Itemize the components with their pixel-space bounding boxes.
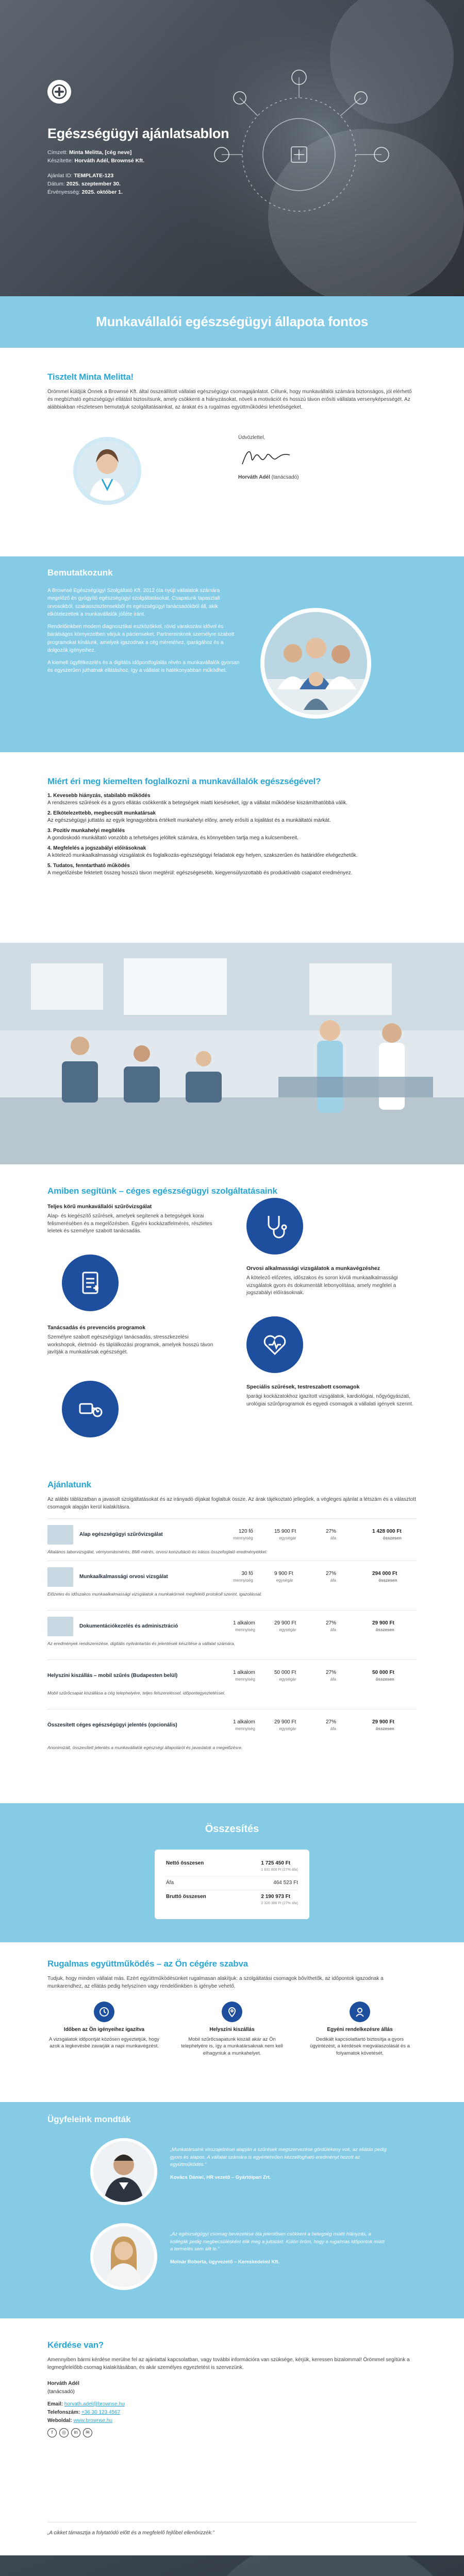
row-name: Helyszíni kiszállás – mobil szűrés (Budapesten belül) <box>47 1672 178 1679</box>
summary-section <box>0 1803 464 1942</box>
services-heading: Amiben segítünk – céges egészségügyi szolgáltatásaink <box>47 1186 277 1196</box>
row-name: Összesített céges egészségügyi jelentés (opcionális) <box>47 1722 177 1728</box>
service-item <box>47 1324 218 1357</box>
why-item: 1. Kevesebb hiányzás, stabilabb működés A rendszeres szűrések és a gyors ellátás csökkentik a betegségek miatti kieséseket, így a vállalat működése kiszámíthatóbbá válik. <box>47 792 347 806</box>
flex-title: Egyéni rendelkezésre állás <box>327 2027 393 2032</box>
row-vat: 27% áfa <box>326 1719 337 1732</box>
questions-text: Amennyiben bármi kérdése merülne fel az ajánlattal kapcsolatban, vagy további információra van szüksége, kérjük, keressen bizalommal! Örömmel segítünk a legmegfelelőbb csomag kialakításában, és akár személyes egyeztetést is szervezünk. <box>47 2357 410 2370</box>
phone-link[interactable]: +36 30 123 4567 <box>81 2409 121 2415</box>
why-section <box>47 775 417 880</box>
email-icon[interactable]: ✉ <box>83 2428 92 2437</box>
signer-line: Horváth Adél (tanácsadó) <box>238 474 299 480</box>
row-name: Alap egészségügyi szűrővizsgálat <box>79 1531 163 1537</box>
service-text: Alap- és kiegészítő szűrések, amelyek segítenek a betegségek korai felismerésében és a megelőzésben. Egyéni kockázatfelmérés, részletes leletek és személyre szabott tanácsadás. <box>47 1213 212 1234</box>
team-photo <box>260 608 371 719</box>
summary-line: Nettó összesen 1 725 450 Ft 1 831 800 Ft (27% áfa) <box>166 1857 298 1876</box>
location-pin-icon <box>222 2002 242 2022</box>
closing-quote: „A cikket támasztja a folytatódó előtt és a megfelelő fejlőbel ellenőrizzék.” <box>47 2530 214 2536</box>
contact-role: (tanácsadó) <box>47 2388 75 2395</box>
signature-image <box>238 445 295 470</box>
stethoscope-icon <box>246 1198 303 1255</box>
row-total: 50 000 Ft összesen <box>372 1669 394 1682</box>
flex-title: Időben az Ön igényeihez igazítva <box>63 2027 145 2032</box>
row-note: Előzetes és időszakos munkaalkalmassági vizsgálatok a munkakörnek megfelelő protokoll szerint, igazolással. <box>47 1591 262 1597</box>
why-list <box>47 792 417 877</box>
row-qty: 1 alkalom mennyiség <box>233 1719 255 1732</box>
row-price: 15 900 Ft egységár <box>274 1528 296 1541</box>
testimonials-heading: Ügyfeleink mondták <box>47 2114 131 2124</box>
support-person-icon <box>350 2002 370 2022</box>
flex-item <box>175 2002 289 2057</box>
questions-heading: Kérdése van? <box>47 2340 104 2350</box>
about-paragraph: Rendelőinkben modern diagnosztikai eszközökkel, rövid várakozási idővel és barátságos környezetben várjuk a pácienseket. Partnereinknek személyre szabott programokat kínálunk, amelyek igazodnak a cég méretéhez, iparágához és a dolgozók igényeihez. <box>47 623 235 654</box>
service-text: Iparági kockázatokhoz igazított vizsgálatok, kardiológiai, nőgyógyászati, urológiai szűrőprogramok és egyedi csomagok a vállalati igények szerint. <box>246 1394 413 1407</box>
summary-heading: Összesítés <box>205 1823 259 1835</box>
hero-illustration <box>144 0 464 296</box>
website-link[interactable]: www.brownse.hu <box>73 2417 112 2424</box>
hero-section <box>0 0 464 296</box>
social-links <box>47 2428 417 2437</box>
flex-title: Helyszíni kiszállás <box>209 2027 255 2032</box>
service-thumbnail <box>47 1525 73 1545</box>
table-row <box>47 1659 417 1709</box>
flexibility-section <box>47 1958 417 1990</box>
service-title: Teljes körű munkavállalói szűrővizsgálat <box>47 1204 152 1210</box>
row-total: 29 900 Ft összesen <box>372 1620 394 1633</box>
row-total: 1 428 000 Ft összesen <box>372 1528 402 1541</box>
row-total: 294 000 Ft összesen <box>372 1570 397 1583</box>
about-heading: Bemutatkozunk <box>47 568 113 578</box>
testimonial-quote: „Munkatársaink visszajelzései alapján a szűrések megszervezése gördülékeny volt, az ellátás pedig gyors és alapos. A vállalat számára is egyértelműen kézzelfogható eredményt hozott az együttműködés.” Kovács Dániel, HR vezető – Gyártóipari Zrt. <box>170 2147 387 2181</box>
headline: Munkavállalói egészségügyi állapota fontos <box>96 314 368 330</box>
why-item: 3. Pozitív munkahelyi megítélés A gondoskodó munkáltató vonzóbb a tehetséges jelöltek számára, és könnyebben tartja meg a kulcsembereit. <box>47 827 299 841</box>
row-price: 29 900 Ft egységár <box>274 1719 296 1732</box>
table-row <box>47 1709 417 1766</box>
letter-body: Örömmel küldjük Önnek a Brownsé Kft. által összeállított vállalati egészségügyi csomagajánlatot. Célunk, hogy munkavállalói számára biztonságos, jól elérhető és megbízható egészségügyi ellátást biztosítsunk, amely csökkenti a hiányzásokat, növeli a motivációt és hosszú távon erősíti vállalata versenyképességét. Az alábbiakban részletesen bemutatjuk szolgáltatásainkat, az árakat és a rugalmas együttműködési lehetőségeket. <box>47 388 412 410</box>
row-qty: 1 alkalom mennyiség <box>233 1669 255 1682</box>
headline-band <box>0 296 464 348</box>
row-qty: 120 fő mennyiség <box>233 1528 253 1541</box>
testimonials-section <box>0 2102 464 2318</box>
linkedin-icon[interactable]: in <box>71 2428 80 2437</box>
clinic-photo <box>0 943 464 1164</box>
flex-text: A vizsgálatok időpontját közösen egyeztetjük, hogy azok a legkevésbé zavarják a napi munkavégzést. <box>49 2036 159 2049</box>
why-item: 5. Tudatos, fenntartható működés A megelőzésbe fektetett összeg hosszú távon megtérül: egészségesebb, kiegyensúlyozottabb és produktívabb csapatot eredményez. <box>47 862 353 876</box>
table-row <box>47 1518 417 1561</box>
flexibility-intro: Tudjuk, hogy minden vállalat más. Ezért együttműködésünket rugalmasan alakítjuk: a szolgáltatási csomagok bővíthetők, az időpontok igazodnak a munkarendhez, az ellátás pedig helyszínen vagy rendelőinkben is igénybe vehető. <box>47 1975 384 1989</box>
contact-block: Horváth Adél (tanácsadó) Email: horvath.adel@brownse.hu Telefonszám: +36 30 123 4567 Weboldal: www.brownse.hu f ◎ in ✉ <box>47 2380 417 2437</box>
testimonial-avatar <box>90 2223 157 2290</box>
flex-item <box>47 2002 161 2050</box>
row-note: Általános laborvizsgálat, vérnyomásmérés, BMI-mérés, orvosi konzultáció és írásos összefoglaló eredményekkel. <box>47 1549 268 1554</box>
row-note: Mobil szűrőcsapat kiszállása a cég telephelyére, teljes felszereléssel, időpontegyeztetéssel. <box>47 1690 225 1696</box>
blood-pressure-icon <box>62 1381 119 1437</box>
row-vat: 27% áfa <box>326 1669 337 1682</box>
row-vat: 27% áfa <box>326 1620 337 1633</box>
testimonial-quote: „Az egészségügyi csomag bevezetése óta jelentősen csökkent a betegség miatti hiányzás, a kollégák pedig megbecsülésként élik meg a juttatást. Külön öröm, hogy a rugalmas időpontok miatt a termelés sem állt le.” Molnár Roberta, ügyvezető – Kereskedelmi Kft. <box>170 2231 385 2265</box>
service-title: Orvosi alkalmassági vizsgálatok a munkavégzéshez <box>246 1265 380 1272</box>
row-qty: 30 fő mennyiség <box>233 1570 253 1583</box>
questions-section <box>47 2339 417 2437</box>
flex-text: Mobil szűrőcsapatunk kiszáll akár az Ön telephelyére is, így a munkatársaknak nem kell elhagyniuk a munkahelyet. <box>181 2036 283 2057</box>
service-title: Speciális szűrések, testreszabott csomagok <box>246 1384 360 1390</box>
email-link[interactable]: horvath.adel@brownse.hu <box>64 2401 125 2407</box>
letter-closing: Üdvözlettel, <box>238 435 266 440</box>
service-text: Személyre szabott egészségügyi tanácsadás, stresszkezelési workshopok, életmód- és táplálkozási programok, amelyek hosszú távon javítják a munkatársak egészségét. <box>47 1334 213 1355</box>
offer-intro: Az alábbi táblázatban a javasolt szolgáltatásokat és az irányadó díjakat foglaltuk össze. Az árak tájékoztató jellegűek, a végleges ajánlat a létszám és a választott csomagok alapján kerül kialakításra. <box>47 1496 416 1510</box>
letter-section <box>47 371 417 411</box>
clock-icon <box>94 2002 114 2022</box>
summary-line: Áfa 464 523 Ft <box>166 1876 298 1891</box>
offer-heading: Ajánlatunk <box>47 1480 91 1489</box>
table-row <box>47 1561 417 1610</box>
consultant-avatar <box>73 437 141 505</box>
flex-text: Dedikált kapcsolattartó biztosítja a gyors ügyintézést, a kérdések megválaszolását és a folyamatok követését. <box>310 2036 410 2057</box>
summary-card <box>155 1850 309 1919</box>
logo-icon <box>47 80 71 104</box>
cta-section <box>0 2555 464 2576</box>
row-name: Dokumentációkezelés és adminisztráció <box>79 1623 178 1629</box>
service-text: A kötelező előzetes, időszakos és soron kívüli munkaalkalmassági vizsgálatok gyors és dokumentált lebonyolítása, amely megfelel a jogszabályi előírásoknak. <box>246 1275 398 1296</box>
row-note: Anonimizált, összesített jelentés a munkavállalók egészségi állapotáról és javaslatok a megelőzésre. <box>47 1744 243 1750</box>
row-name: Munkaalkalmassági orvosi vizsgálat <box>79 1573 168 1580</box>
instagram-icon[interactable]: ◎ <box>59 2428 69 2437</box>
facebook-icon[interactable]: f <box>47 2428 57 2437</box>
about-paragraph: A kiemelt ügyfélkezelés és a digitális időpontfoglalás révén a munkavállalók gyorsan és egyszerűen juthatnak ellátáshoz, így a vállalat is hatékonyabban működhet. <box>47 659 240 674</box>
why-item: 2. Elkötelezettebb, megbecsült munkatársak Az egészségügyi juttatás az egyik legnagyobbra értékelt munkahelyi előny, amely erősíti a lojalitást és a munkáltatói márkát. <box>47 810 331 824</box>
service-title: Tanácsadás és prevenciós programok <box>47 1325 146 1331</box>
why-heading: Miért éri meg kiemelten foglalkozni a munkavállalók egészségével? <box>47 776 321 786</box>
hero-meta-line: Készítette: Horváth Adél, Brownsé Kft. <box>47 158 145 164</box>
hero-meta-line: Érvényesség: 2025. október 1. <box>47 189 123 196</box>
hero-meta <box>47 148 144 196</box>
signature-block <box>238 434 403 481</box>
offer-section <box>47 1479 417 1766</box>
hero-title: Egészségügyi ajánlatsablon <box>47 126 229 141</box>
about-section <box>0 556 464 752</box>
cta-background <box>0 2555 464 2576</box>
row-note: Az eredmények rendszerezése, digitális nyilvántartás és jelentések készítése a vállalat számára. <box>47 1640 235 1646</box>
row-vat: 27% áfa <box>326 1570 337 1583</box>
letter-heading: Tisztelt Minta Melitta! <box>47 372 134 382</box>
table-row <box>47 1610 417 1659</box>
row-price: 9 900 Ft egységár <box>274 1570 293 1583</box>
row-price: 29 900 Ft egységár <box>274 1620 296 1633</box>
row-qty: 1 alkalom mennyiség <box>233 1620 255 1633</box>
service-item <box>246 1383 417 1408</box>
about-paragraph: A Brownsé Egészségügyi Szolgáltató Kft. 2012 óta nyújt vállalatok számára megelőző és gyógyító egészségügyi szolgáltatásokat. Csapatunk tapasztalt orvosokból, szakasszisztensekből és egészségügyi tanácsadókból áll, akik elkötelezettek a munkavállalók jólléte iránt. <box>47 587 220 618</box>
hero-meta-line: Dátum: 2025. szeptember 30. <box>47 180 121 187</box>
summary-line: Bruttó összesen 2 190 973 Ft 2 326 386 Ft (27% áfa) <box>166 1894 298 1905</box>
row-price: 50 000 Ft egységár <box>274 1669 296 1682</box>
flexibility-heading: Rugalmas együttműködés – az Ön cégére szabva <box>47 1959 248 1969</box>
flex-item <box>303 2002 417 2057</box>
testimonial-avatar <box>90 2138 157 2205</box>
why-item: 4. Megfelelés a jogszabályi előírásoknak A kötelező munkaalkalmassági vizsgálatok és foglalkozás-egészségügyi feladatok egy helyen, szakszerűen és határidőre elvégezhetők. <box>47 845 358 859</box>
services-section <box>47 1185 417 1202</box>
hero-meta-line: Ajánlat ID: TEMPLATE-123 <box>47 172 114 179</box>
row-vat: 27% áfa <box>326 1528 337 1541</box>
heart-care-icon <box>246 1316 303 1373</box>
medical-report-icon <box>62 1255 119 1311</box>
service-item <box>246 1265 417 1297</box>
hero-meta-line: Címzett: Minta Melitta, [cég neve] <box>47 149 132 156</box>
contact-name: Horváth Adél <box>47 2380 79 2386</box>
row-total: 29 900 Ft összesen <box>372 1719 394 1732</box>
service-thumbnail <box>47 1567 73 1587</box>
service-thumbnail <box>47 1617 73 1636</box>
service-item <box>47 1203 218 1235</box>
